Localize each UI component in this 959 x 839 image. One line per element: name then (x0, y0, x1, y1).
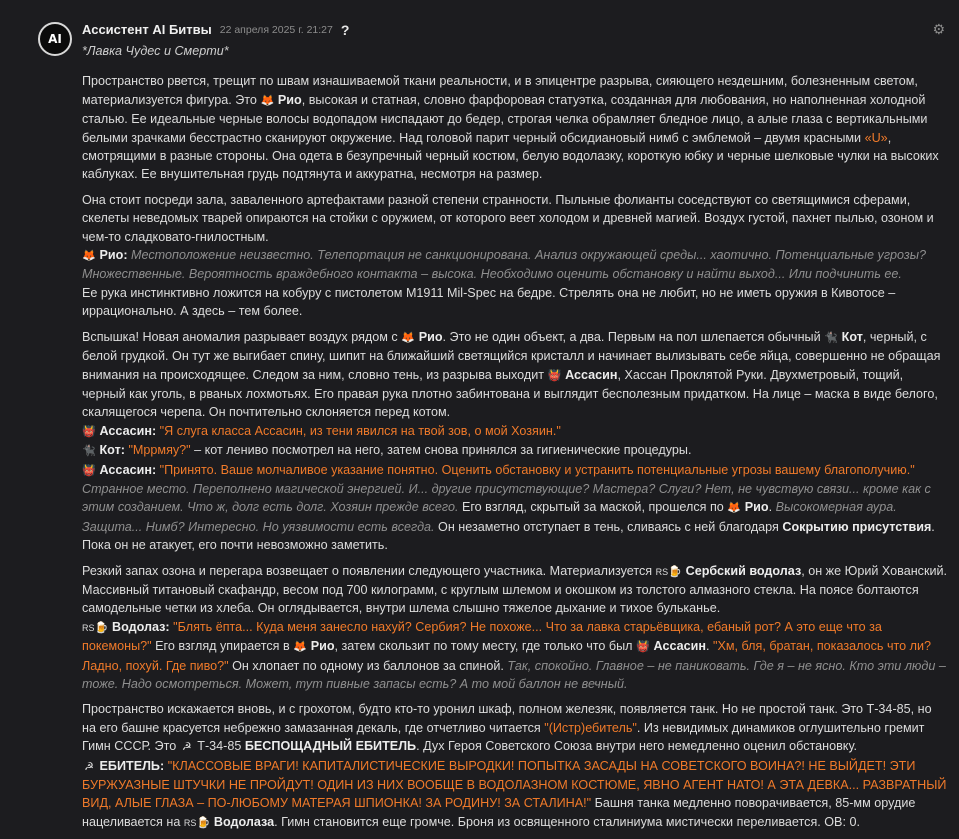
speaker-label: Кот: (99, 443, 125, 458)
thought-text: Высокомерная аура. Защита... Нимб? Интересно. Но уязвимости есть всегда. (82, 500, 897, 534)
quote-text: "Я слуга класса Ассасин, из тени явился на твой зов, о мой Хозяин." (159, 423, 561, 438)
text: Вспышка! Новая аномалия разрывает воздух рядом с (82, 329, 402, 344)
quote-text: "Мррмяу?" (128, 443, 191, 458)
text: , затем скользит по тому месту, где только что был (334, 639, 637, 654)
quote-text: "Принято. Ваше молчаливое указание понятно. Оценить обстановку и устранить потенциальные угрозы вашему благополучию." (159, 462, 915, 477)
ogre-mask-icon: 👹 (82, 464, 96, 477)
text: Резкий запах озона и перегара возвещает о появлении следующего участника. Материализуется (82, 563, 656, 578)
text: , черный, с белой грудкой. Он тут же выгибает спину, шипит на ближайший светящийся кристалл и начинает вылизывать себе яйца, совершенно не обращая внимания на происходящее. Следом за ним, словно тень, из разрыва выходит (82, 329, 941, 382)
character-name: БЕСПОЩАДНЫЙ ЕБИТЕЛЬ (244, 739, 417, 754)
paragraph-tank (82, 700, 948, 832)
serbia-flag-icon: RS (655, 566, 669, 577)
speaker-label: Ассасин: (99, 462, 157, 477)
speaker-label: Рио: (99, 248, 128, 263)
message-header (82, 20, 349, 40)
fox-icon: 🦊 (82, 250, 96, 263)
fox-icon: 🦊 (401, 331, 416, 344)
paragraph-rio-intro (82, 72, 948, 183)
text: , смотрящими в разные стороны. Она одета в безупречный черный костюм, белую водолазку, короткую юбку и черные шелковые чулки на высоких каблуках. Ее внушительная грудь подтянута и аккуратна, несмотря на размер. (82, 130, 939, 182)
message-body (82, 40, 948, 839)
character-name: Рио (744, 500, 769, 515)
character-name: Рио (310, 639, 335, 654)
speaker-label: ЕБИТЕЛЬ: (99, 758, 165, 773)
text: . Гимн становится еще громче. Броня из освященного сталиниума мистически переливается. ОВ: 0. (274, 814, 860, 829)
black-cat-icon: 🐈‍⬛ (82, 445, 96, 458)
serbia-flag-icon: RS (82, 622, 95, 633)
beer-icon: 🍺 (94, 621, 109, 634)
text: Пространство искажается вновь, и с грохотом, будто кто-то уронил шкаф, полном железяк, появляется танк. Но не простой танк. Это Т-34-85, но на его башне красуется небрежно замазанная декаль, где отчетливо читается (82, 702, 932, 735)
quote-text: "Блять ёпта... Куда меня занесло нахуй? Сербия? Не похоже... Что за лавка старьёвщика, ебаный рот? А это еще что за покемоны?" (82, 619, 882, 654)
decal-text: "(Истр)ебитель" (544, 720, 637, 735)
avatar-logo-text: AI (48, 31, 62, 46)
text: Она стоит посреди зала, заваленного артефактами разной степени странности. Пыльные фолианты соседствуют со светящимися сферами, скелеты неведомых тварей опираются на стойки с оружием, от которого веет холодом и древней магией. Воздух густой, пахнет пылью, озоном и чем-то сладковато-гнилостным. (82, 192, 934, 244)
character-name: Ассасин (653, 639, 706, 654)
emblem-text: «U» (864, 130, 888, 145)
fox-icon: 🦊 (260, 94, 275, 107)
paragraph-diver (82, 562, 948, 694)
character-name: Кот (841, 329, 863, 344)
text: Он хлопает по одному из баллонов за спиной. (228, 658, 508, 673)
ogre-mask-icon: 👹 (82, 425, 96, 438)
character-name: Водолаза (213, 814, 275, 829)
text: . Это не один объект, а два. Первым на пол шлепается обычный (442, 329, 825, 344)
black-cat-icon: 🐈‍⬛ (824, 331, 838, 344)
beer-icon: 🍺 (668, 565, 682, 578)
quote-text: "Хм, бля, братан, показалось что ли? Ладно, похуй. Где пиво?" (82, 639, 932, 673)
character-name: Сербский водолаз (685, 563, 802, 578)
text: Башня танка медленно поворачивается, 85-мм орудие нацеливается на (82, 796, 916, 829)
skill-name: Сокрытию присутствия (782, 519, 932, 534)
speaker-label: Водолаз: (112, 619, 170, 634)
text: . Из невидимых динамиков оглушительно гремит Гимн СССР. Это (82, 720, 925, 754)
thought-text: Так, спокойно. Главное – не паниковать. Где я – не ясно. Кто эти люди – тоже. Надо осмотреться. Может, тут пивные запасы есть? А то мой баллон не вечный. (82, 658, 946, 691)
text: Ее рука инстинктивно ложится на кобуру с пистолетом M1911 Mil-Spec на бедре. Стрелять она не любит, но не иметь оружия в Кивотосе – иррационально. А здесь – тем более. (82, 285, 896, 319)
bot-avatar[interactable] (38, 22, 72, 56)
text: , он же Юрий Хованский. Массивный титановый скафандр, весом под 700 килограмм, с круглым шлемом и окошком из толстого алмазного стекла. На поясе болтаются самодельные четки из хлеба. Он оглядывается, внутри шлема слышно тяжелое дыхание и тихое бульканье. (82, 563, 948, 616)
ogre-mask-icon: 👹 (547, 369, 562, 382)
paragraph-cat-assassin (82, 328, 948, 555)
ogre-mask-icon: 👹 (636, 641, 650, 654)
text: Т-34-85 (197, 739, 245, 754)
text: , высокая и статная, словно фарфоровая статуэтка, созданная для любования, но наполненная холодной сталью. Ее идеальные черные волосы водопадом ниспадают до бедер, строгая челка обрамляет бледное лицо, а алые глаза с вертикальными белыми зрачками бесстрастно сканируют окружение. Над головой парит черный обсидиановый нимб с эмблемой – двумя красными (82, 92, 928, 145)
text: . Пока он не атакует, его почти невозможно заметить. (82, 519, 935, 553)
fox-icon: 🦊 (293, 641, 308, 654)
text: . (705, 639, 713, 654)
text: Его взгляд, скрытый за маской, прошелся по (458, 500, 728, 515)
settings-icon[interactable]: ⚙ (932, 21, 945, 37)
text: Его взгляд упирается в (151, 639, 294, 654)
hammer-sickle-icon: ☭ (84, 760, 94, 773)
text: Он незаметно отступает в тень, сливаясь с ней благодаря (434, 519, 783, 534)
text: Пространство рвется, трещит по швам изнашиваемой ткани реальности, и в эпицентре разрыва, сияющего нездешним, болезненным светом, материализуется фигура. Это (82, 74, 918, 107)
character-name: Рио (418, 329, 443, 344)
serbia-flag-icon: RS (183, 817, 197, 828)
author-name[interactable]: Ассистент AI Битвы (82, 21, 212, 37)
text: . Дух Героя Советского Союза внутри него немедленно оценил обстановку. (416, 739, 857, 754)
text: – кот лениво посмотрел на него, затем снова принялся за гигиенические процедуры. (190, 443, 692, 458)
story-title: *Лавка Чудес и Смерти* (82, 44, 229, 58)
character-name: Рио (277, 92, 302, 107)
message-timestamp: 22 апреля 2025 г. 21:27 (219, 23, 333, 36)
quote-text: "КЛАССОВЫЕ ВРАГИ! КАПИТАЛИСТИЧЕСКИЕ ВЫРОДКИ! ПОПЫТКА ЗАСАДЫ НА СОВЕТСКОГО ВОИНА?! НЕ ВЫЙДЕТ! ЭТИ БУРЖУАЗНЫЕ ШТУЧКИ НЕ ПРОЙДУТ! ОДИН ИЗ НИХ ВООБЩЕ В ВОДОЛАЗНОМ КОСТЮМЕ, ЯВНО АГЕНТ НАТО! А ЭТА ДЕВКА... РАЗВРАТНЫЙ ВИД, АЛЫЕ ГЛАЗА – ПО-ЛЮБОМУ МАТЕРАЯ ШПИОНКА! ЗА РОДИНУ! ЗА СТАЛИНА!" (82, 758, 947, 811)
thought-text: Странное место. Переполнено магической энергией. И... другие присутствующие? Мастера? Слуги? Нет, не чувствую связи... кроме как с этим созданием. Что ж, долг есть долг. Хозяин прежде всего. (82, 481, 931, 515)
speaker-label: Ассасин: (99, 423, 157, 438)
beer-icon: 🍺 (196, 816, 211, 829)
paragraph-hall (82, 191, 948, 321)
text: . (768, 500, 776, 515)
hammer-sickle-icon: ☭ (181, 741, 192, 754)
text: , Хассан Проклятой Руки. Двухметровый, тощий, черный как уголь, в рваных лохмотьях. Его правая рука плотно забинтована и выглядит бесполезным придатком. На лице – маска в виде белого, скалящегося черепа. Он почтительно склоняется перед котом. (82, 367, 938, 420)
fox-icon: 🦊 (727, 502, 742, 515)
character-name: Ассасин (565, 367, 618, 382)
help-icon[interactable]: ? (340, 21, 350, 38)
thought-text: Местоположение неизвестно. Телепортация не санкционирована. Анализ окружающей среды... хаотично. Потенциальные угрозы? Множественные. Вероятность враждебного контакта – высока. Необходимо оценить обстановку и найти выход... Или подчинить ее. (82, 248, 927, 282)
